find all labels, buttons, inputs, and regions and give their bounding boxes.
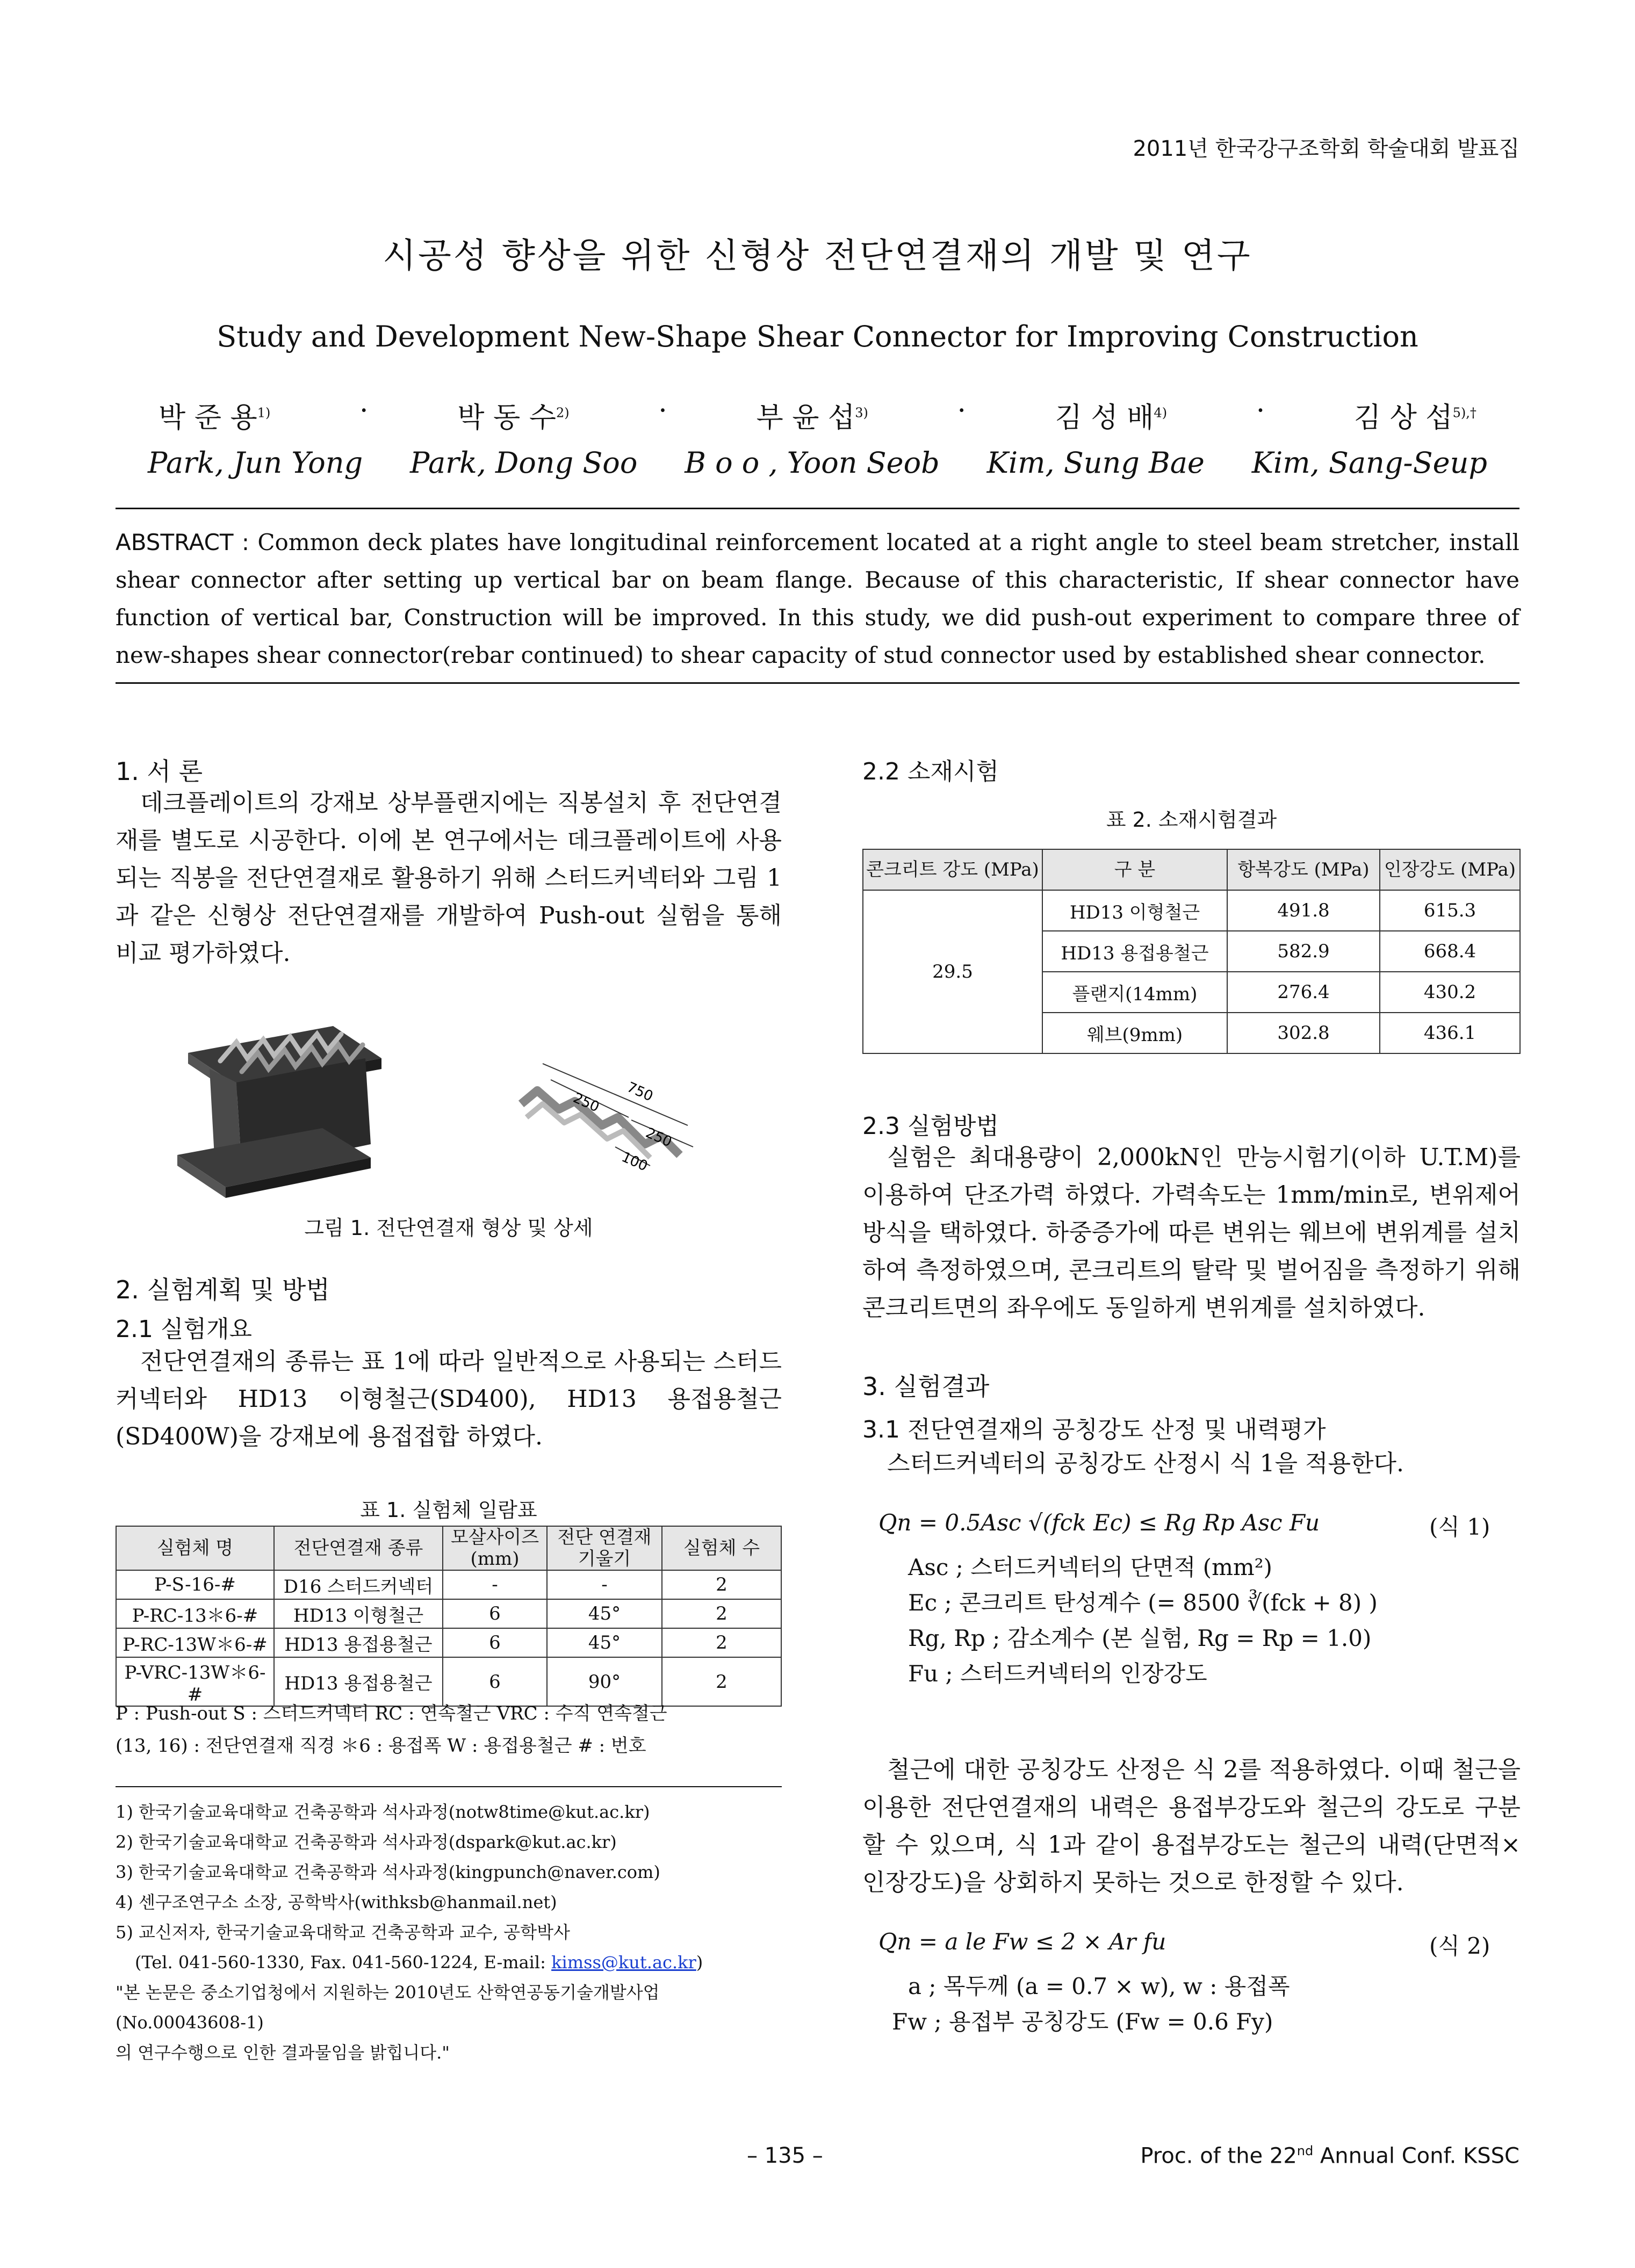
proceedings-header: 2011년 한국강구조학회 학술대회 발표집 xyxy=(1133,136,1519,161)
equation-definition: Asc ; 스터드커넥터의 단면적 (mm²) xyxy=(908,1554,1272,1580)
title-english: Study and Development New-Shape Shear Connector for Improving Construction xyxy=(217,320,1418,353)
equation-definition: Rg, Rp ; 감소계수 (본 실험, Rg = Rp = 1.0) xyxy=(908,1625,1372,1651)
section-2-3-heading: 2.3 실험방법 xyxy=(862,1113,999,1140)
author-ko-3: 부 윤 섭$^{3)}$ xyxy=(756,402,868,434)
table-cell: 29.5 xyxy=(863,890,1042,1053)
conference-footer: Proc. of the 22nd Annual Conf. KSSC xyxy=(1140,2143,1519,2169)
funding-note-1: "본 논문은 중소기업청에서 지원하는 2010년도 산학연공동기술개발사업(No.00043608-1) xyxy=(116,1982,660,2033)
table-header-cell: 모살사이즈 (mm) xyxy=(443,1526,547,1570)
equation-definition: Ec ; 콘크리트 탄성계수 (= 8500 ∛(fck + 8) ) xyxy=(908,1590,1378,1616)
section-2-heading: 2. 실험계획 및 방법 xyxy=(116,1275,330,1304)
table-cell: 90° xyxy=(547,1657,662,1706)
author-en-1: Park, Jun Yong xyxy=(148,446,363,480)
table-cell: 2 xyxy=(662,1628,781,1657)
steel-beam-illustration xyxy=(177,1026,381,1198)
table-cell: 615.3 xyxy=(1380,890,1520,931)
table-1-note-1: P : Push-out S : 스터드커넥터 RC : 연속철근 VRC : 수직 연속철근 xyxy=(116,1703,667,1724)
table-cell: 2 xyxy=(662,1570,781,1599)
footnote-2: 2) 한국기술교육대학교 건축공학과 석사과정(dspark@kut.ac.kr) xyxy=(116,1832,617,1852)
table-cell: HD13 이형철근 xyxy=(1042,890,1227,931)
figure-1-caption: 그림 1. 전단연결재 형상 및 상세 xyxy=(304,1216,593,1240)
table-header-cell: 전단 연결재 기울기 xyxy=(547,1526,662,1570)
dimension-label: 100 xyxy=(619,1149,650,1175)
equation-1-number: (식 1) xyxy=(1429,1514,1490,1540)
figure-1 xyxy=(156,1010,758,1203)
table-cell: 6 xyxy=(443,1657,547,1706)
table-cell: 45° xyxy=(547,1599,662,1628)
equation-2: Qn = a le Fw ≤ 2 × Ar fu xyxy=(878,1928,1166,1955)
author-ko-2: 박 동 수$^{2)}$ xyxy=(457,402,570,434)
title-korean: 시공성 향상을 위한 신형상 전단연결재의 개발 및 연구 xyxy=(383,236,1252,276)
table-cell: 플랜지(14mm) xyxy=(1042,972,1227,1013)
table-cell: 2 xyxy=(662,1599,781,1628)
abstract-top-rule xyxy=(116,508,1519,509)
table-cell: HD13 용접용철근 xyxy=(274,1657,443,1706)
page-number: – 135 – xyxy=(747,2143,823,2168)
authors-korean xyxy=(116,395,1519,435)
abstract xyxy=(116,524,1519,674)
table-cell: 491.8 xyxy=(1227,890,1380,931)
section-2-2-heading: 2.2 소재시험 xyxy=(862,758,999,785)
footnote-5-contact: (Tel. 041-560-1330, Fax. 041-560-1224, E-mail: kimss@kut.ac.kr) xyxy=(135,1952,703,1973)
table-1 xyxy=(116,1526,782,1707)
table-cell: - xyxy=(547,1570,662,1599)
table-cell: 6 xyxy=(443,1628,547,1657)
footnote-4: 4) 센구조연구소 소장, 공학박사(withksb@hanmail.net) xyxy=(116,1892,557,1912)
table-cell: D16 스터드커넥터 xyxy=(274,1570,443,1599)
author-ko-1: 박 준 용$^{1)}$ xyxy=(159,402,271,434)
table-header-cell: 실험체 명 xyxy=(116,1526,274,1570)
author-separator: · xyxy=(359,395,369,427)
dimension-label: 250 xyxy=(571,1089,602,1116)
section-1-heading: 1. 서 론 xyxy=(116,757,203,786)
table-header-cell: 항복강도 (MPa) xyxy=(1227,849,1380,890)
funding-note-2: 의 연구수행으로 인한 결과물임을 밝힙니다." xyxy=(116,2042,450,2063)
equation-2-definitions xyxy=(892,1969,1510,2040)
section-2-1-heading: 2.1 실험개요 xyxy=(116,1316,252,1343)
author-ko-4: 김 성 배$^{4)}$ xyxy=(1055,402,1168,434)
author-en-4: Kim, Sung Bae xyxy=(986,446,1205,480)
table-header-cell: 인장강도 (MPa) xyxy=(1380,849,1520,890)
table-header-cell: 전단연결재 종류 xyxy=(274,1526,443,1570)
footnote-rule xyxy=(116,1786,782,1787)
table-cell: HD13 이형철근 xyxy=(274,1599,443,1628)
abstract-text: Common deck plates have longitudinal reinforcement located at a right angle to steel beam stretcher, install shear connector after setting up vertical bar on beam flange. Because of this characteristic, If shear connector have function of vertical bar, Construction will be improved. In this study, we did push-out experiment to compare three of new-shapes shear connector(rebar continued) to shear capacity of stud connector used by established shear connector. xyxy=(116,529,1519,668)
table-cell: 302.8 xyxy=(1227,1013,1380,1053)
table-cell: - xyxy=(443,1570,547,1599)
table-2 xyxy=(862,849,1521,1054)
table-cell: HD13 용접용철근 xyxy=(274,1628,443,1657)
table-cell: HD13 용접용철근 xyxy=(1042,931,1227,972)
section-2-1-paragraph: 전단연결재의 종류는 표 1에 따라 일반적으로 사용되는 스터드커넥터와 HD13 이형철근(SD400), HD13 용접용철근(SD400W)을 강재보에 용접접합 하였다. xyxy=(116,1348,782,1450)
section-1-paragraph: 데크플레이트의 강재보 상부플랜지에는 직봉설치 후 전단연결재를 별도로 시공한다. 이에 본 연구에서는 데크플레이트에 사용되는 직봉을 전단연결재로 활용하기 위해 스터드커넥터와 그림 1과 같은 신형상 전단연결재를 개발하여 Push-out 실험을 통해 비교 평가하였다. xyxy=(116,789,782,967)
equation-2-number: (식 2) xyxy=(1429,1933,1490,1959)
footnote-5: 5) 교신저자, 한국기술교육대학교 건축공학과 교수, 공학박사 xyxy=(116,1922,570,1942)
table-row xyxy=(116,1599,781,1628)
table-header-row xyxy=(863,849,1520,890)
table-cell: P-RC-13W＊6-# xyxy=(116,1628,274,1657)
table-cell: P-VRC-13W＊6-# xyxy=(116,1657,274,1706)
table-1-caption: 표 1. 실험체 일람표 xyxy=(360,1498,537,1522)
section-3-heading: 3. 실험결과 xyxy=(862,1372,990,1401)
table-row xyxy=(863,890,1520,931)
footnotes xyxy=(116,1797,782,2068)
table-cell: 6 xyxy=(443,1599,547,1628)
table-row xyxy=(116,1628,781,1657)
table-cell: P-S-16-# xyxy=(116,1570,274,1599)
table-cell: 668.4 xyxy=(1380,931,1520,972)
author-ko-5: 김 상 섭$^{5),\dagger}$ xyxy=(1353,402,1476,434)
author-en-2: Park, Dong Soo xyxy=(410,446,638,480)
table-cell: 430.2 xyxy=(1380,972,1520,1013)
footnote-1: 1) 한국기술교육대학교 건축공학과 석사과정(notw8time@kut.ac.kr) xyxy=(116,1802,650,1822)
table-cell: 276.4 xyxy=(1227,972,1380,1013)
abstract-label: ABSTRACT : xyxy=(116,529,250,555)
author-en-5: Kim, Sang-Seup xyxy=(1251,446,1487,480)
equation-definition: a ; 목두께 (a = 0.7 × w), w : 용접폭 xyxy=(908,1973,1290,1999)
table-header-cell: 구 분 xyxy=(1042,849,1227,890)
section-3-1-heading: 3.1 전단연결재의 공칭강도 산정 및 내력평가 xyxy=(862,1416,1326,1443)
table-cell: 2 xyxy=(662,1657,781,1706)
dimension-label: 750 xyxy=(624,1079,656,1105)
table-cell: 436.1 xyxy=(1380,1013,1520,1053)
authors-english xyxy=(116,446,1519,480)
zigzag-detail-illustration xyxy=(521,1064,693,1175)
table-1-note-2: (13, 16) : 전단연결재 직경 ＊6 : 용접폭 W : 용접용철근 # : 번호 xyxy=(116,1735,646,1757)
section-3-1-intro: 스터드커넥터의 공칭강도 산정시 식 1을 적용한다. xyxy=(887,1450,1404,1477)
abstract-bottom-rule xyxy=(116,682,1519,684)
section-3-1-paragraph: 철근에 대한 공칭강도 산정은 식 2를 적용하였다. 이때 철근을 이용한 전단연결재의 내력은 용접부강도와 철근의 강도로 구분할 수 있으며, 식 1과 같이 용접부강도는 철근의 내력(단면적×인장강도)을 상회하지 못하는 것으로 한정할 수 있다. xyxy=(862,1756,1521,1896)
table-cell: 웨브(9mm) xyxy=(1042,1013,1227,1053)
footnote-3: 3) 한국기술교육대학교 건축공학과 석사과정(kingpunch@naver.com) xyxy=(116,1862,660,1882)
dimension-label: 250 xyxy=(643,1124,674,1151)
section-2-3-paragraph: 실험은 최대용량이 2,000kN인 만능시험기(이하 U.T.M)를 이용하여 단조가력 하였다. 가력속도는 1mm/min로, 변위제어 방식을 택하였다. 하중증가에 따른 변위는 웨브에 변위계를 설치하여 측정하였으며, 콘크리트의 탈락 및 벌어짐을 측정하기 위해 콘크리트면의 좌우에도 동일하게 변위계를 설치하였다. xyxy=(862,1144,1521,1321)
author-separator: · xyxy=(658,395,667,427)
figure-1-drawing xyxy=(156,1010,758,1203)
author-separator: · xyxy=(957,395,967,427)
table-cell: 582.9 xyxy=(1227,931,1380,972)
author-en-3: B o o , Yoon Seob xyxy=(685,446,940,480)
equation-definition: Fu ; 스터드커넥터의 인장강도 xyxy=(908,1660,1207,1687)
table-cell: P-RC-13＊6-# xyxy=(116,1599,274,1628)
equation-definition: Fw ; 용접부 공칭강도 (Fw = 0.6 Fy) xyxy=(892,2009,1273,2035)
equation-1-definitions xyxy=(908,1550,1499,1692)
equation-1: Qn = 0.5Asc √(fck Ec) ≤ Rg Rp Asc Fu xyxy=(878,1509,1320,1536)
table-2-caption: 표 2. 소재시험결과 xyxy=(1106,808,1277,832)
table-header-cell: 실험체 수 xyxy=(662,1526,781,1570)
table-header-row xyxy=(116,1526,781,1570)
table-cell: 45° xyxy=(547,1628,662,1657)
email-link[interactable]: kimss@kut.ac.kr xyxy=(551,1952,696,1973)
table-row xyxy=(116,1570,781,1599)
table-header-cell: 콘크리트 강도 (MPa) xyxy=(863,849,1042,890)
author-separator: · xyxy=(1256,395,1265,427)
